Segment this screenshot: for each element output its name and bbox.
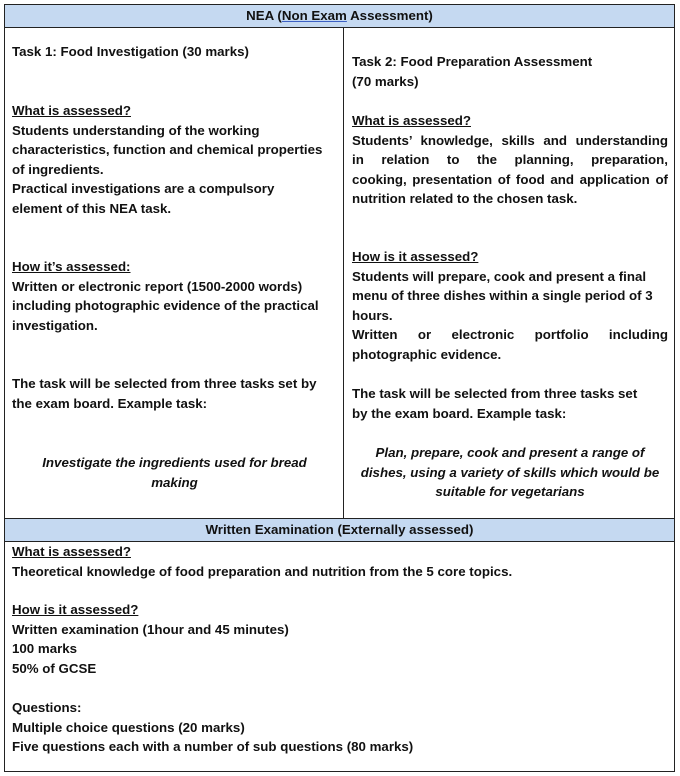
task1-what-heading: What is assessed?	[12, 103, 131, 118]
written-question-line: Multiple choice questions (20 marks)	[12, 719, 245, 735]
task1-how-heading: How it’s assessed:	[12, 259, 131, 274]
task2-cell	[344, 27, 674, 518]
task2-what-line: in relation to the planning, preparation,	[352, 152, 668, 167]
task2-example-line: dishes, using a variety of skills which would be	[360, 464, 660, 480]
nea-header	[5, 5, 674, 28]
task1-title: Task 1: Food Investigation (30 marks)	[12, 44, 249, 59]
task1-example-line: Investigate the ingredients used for bread	[42, 455, 307, 470]
task2-what-line: Students’ knowledge, skills and understanding	[352, 132, 668, 148]
written-questions-heading: Questions:	[12, 700, 82, 715]
task2-what-heading: What is assessed?	[352, 113, 471, 128]
written-how-line: 100 marks	[12, 641, 78, 656]
written-what-heading: What is assessed?	[12, 544, 131, 559]
task1-how-line: Written or electronic report (1500-2000 words)	[12, 278, 303, 294]
nea-title-suffix: Assessment)	[346, 8, 433, 23]
task2-how-line: menu of three dishes within a single period of 3	[352, 288, 653, 303]
task2-title-line: (70 marks)	[352, 73, 419, 89]
task1-cell	[5, 27, 344, 518]
written-what-text: Theoretical knowledge of food preparation and nutrition from the 5 core topics.	[12, 563, 513, 579]
task1-example-line: making	[151, 474, 198, 490]
task2-how-heading: How is it assessed?	[352, 249, 479, 264]
task2-how-line: hours.	[352, 307, 393, 323]
task1-select-line: the exam board. Example task:	[12, 395, 208, 411]
written-cell	[5, 541, 674, 771]
task2-select-line: The task will be selected from three tasks set	[352, 386, 638, 401]
assessment-table	[4, 4, 675, 772]
task2-title-line: Task 2: Food Preparation Assessment	[352, 54, 593, 69]
task2-how-line: Students will prepare, cook and present a final	[352, 268, 647, 284]
nea-title-prefix: NEA (	[246, 8, 282, 23]
written-question-line: Five questions each with a number of sub questions (80 marks)	[12, 739, 414, 754]
task1-what-line: Students understanding of the working	[12, 122, 260, 138]
task2-what-line: cooking, presentation of food and application of	[352, 171, 668, 187]
written-title: Written Examination (Externally assessed)	[205, 522, 474, 537]
nea-title-link: Non Exam	[281, 8, 347, 23]
task1-what-line: Practical investigations are a compulsory	[12, 181, 275, 196]
written-header	[5, 518, 674, 542]
written-how-line: 50% of GCSE	[12, 660, 97, 676]
task2-how-line: Written or electronic portfolio including	[352, 327, 668, 342]
task2-how-line: photographic evidence.	[352, 346, 502, 362]
task1-what-line: element of this NEA task.	[12, 200, 172, 216]
written-how-heading: How is it assessed?	[12, 602, 139, 617]
task1-what-line: of ingredients.	[12, 161, 104, 177]
task1-how-line: including photographic evidence of the practical	[12, 298, 319, 313]
task1-what-line: characteristics, function and chemical properties	[12, 142, 323, 157]
task1-how-line: investigation.	[12, 317, 98, 333]
task2-example-line: Plan, prepare, cook and present a range of	[375, 445, 645, 460]
written-how-line: Written examination (1hour and 45 minutes)	[12, 621, 289, 637]
task2-example-line: suitable for vegetarians	[435, 484, 585, 499]
task2-select-line: by the exam board. Example task:	[352, 405, 567, 421]
task1-select-line: The task will be selected from three tasks set by	[12, 376, 317, 391]
task2-what-line: nutrition related to the chosen task.	[352, 191, 578, 206]
